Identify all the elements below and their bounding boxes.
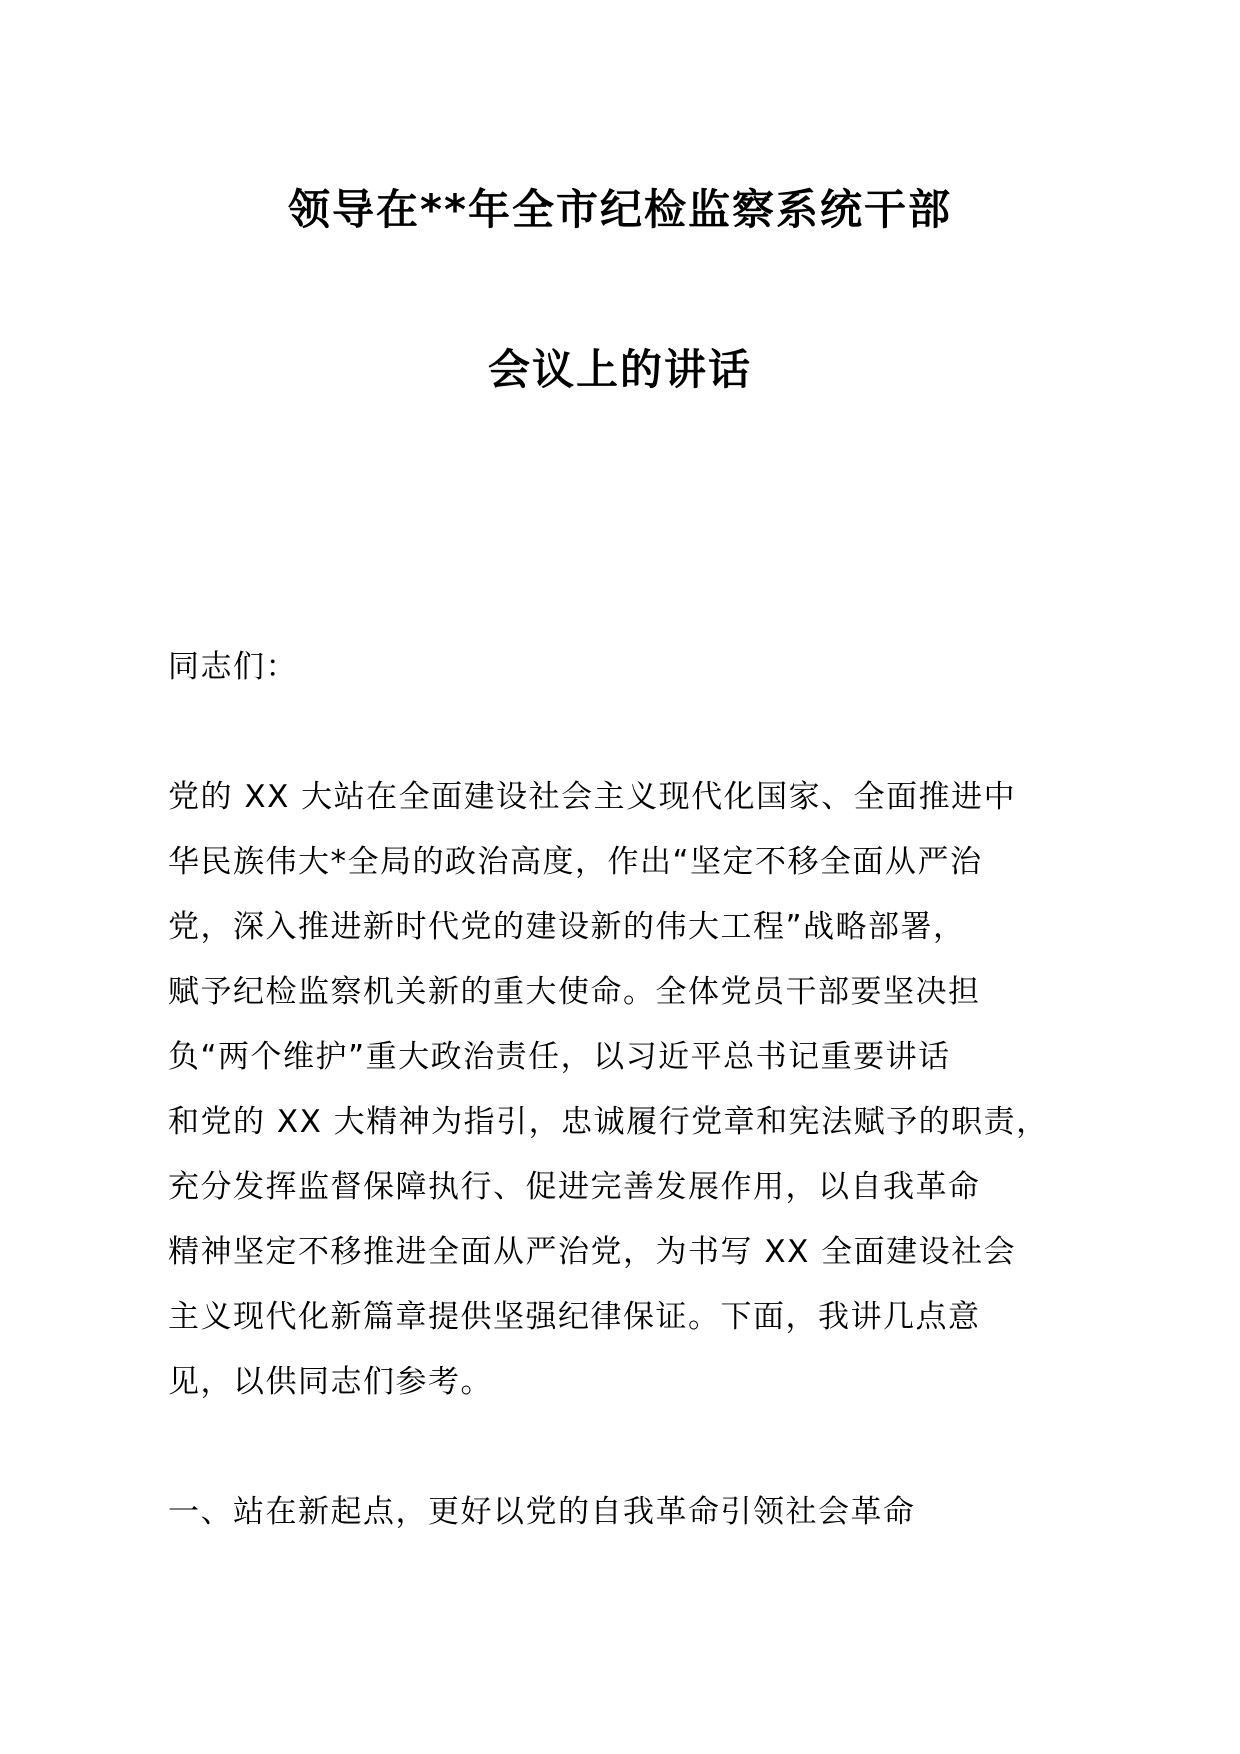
paragraph-line-9: 主义现代化新篇章提供坚强纪律保证。下面，我讲几点意 — [168, 1299, 981, 1335]
paragraph-line-1: 党的 XX 大站在全面建设社会主义现代化国家、全面推进中 — [168, 779, 1017, 815]
document-title-line1: 领导在**年全市纪检监察系统干部 — [288, 185, 952, 234]
document-body — [168, 635, 1072, 1545]
paragraph-line-7: 充分发挥监督保障执行、促进完善发展作用，以自我革命 — [168, 1169, 981, 1205]
paragraph-line-3: 党，深入推进新时代党的建设新的伟大工程”战略部署， — [168, 909, 966, 945]
paragraph-line-8: 精神坚定不移推进全面从严治党，为书写 XX 全面建设社会 — [168, 1234, 1017, 1270]
document-title-line2: 会议上的讲话 — [487, 345, 752, 394]
paragraph-line-6: 和党的 XX 大精神为指引，忠诚履行党章和宪法赋予的职责， — [168, 1104, 1049, 1140]
paragraph-line-4: 赋予纪检监察机关新的重大使命。全体党员干部要坚决担 — [168, 974, 981, 1010]
paragraph-line-2: 华民族伟大*全局的政治高度，作出“坚定不移全面从严治 — [168, 844, 983, 880]
paragraph-line-10: 见，以供同志们参考。 — [168, 1364, 493, 1400]
salutation: 同志们： — [168, 649, 298, 685]
section-heading: 一、站在新起点，更好以党的自我革命引领社会革命 — [168, 1494, 916, 1530]
paragraph-line-5: 负“两个维护”重大政治责任，以习近平总书记重要讲话 — [168, 1039, 951, 1075]
